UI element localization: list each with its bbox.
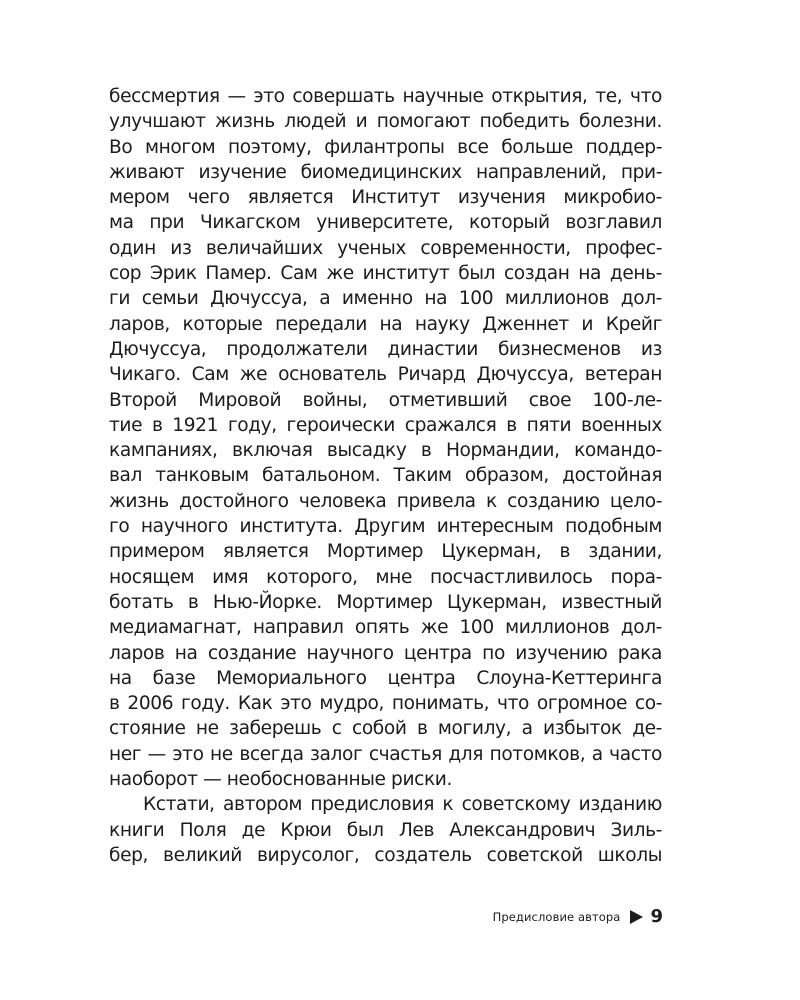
text-line: нег — это не всегда залог счастья для потомков, а часто <box>109 743 662 765</box>
arrow-right-icon <box>630 910 643 924</box>
text-line: Второй Мировой войны, отметивший свое 100-ле- <box>109 389 662 411</box>
paragraph-2 <box>109 792 662 868</box>
text-line: ги семьи Дючуссуа, а именно на 100 миллионов дол- <box>109 288 662 310</box>
page-footer <box>493 906 663 927</box>
text-line: мером чего является Институт изучения микробио- <box>109 187 662 209</box>
text-line: ботать в Нью-Йорке. Мортимер Цукерман, известный <box>109 591 662 613</box>
running-title: Предисловие автора <box>492 909 621 924</box>
text-line: ма при Чикагском университете, который возглавил <box>109 212 662 234</box>
text-line: стояние не заберешь с собой в могилу, а избыток де- <box>109 718 662 740</box>
text-line: ларов, которые передали на науку Дженнет и Крейг <box>109 313 662 335</box>
text-line: ларов на создание научного центра по изучению рака <box>109 642 662 664</box>
text-line: носящем имя которого, мне посчастливилось пора- <box>109 566 662 588</box>
text-line: го научного института. Другим интересным подобным <box>109 516 662 538</box>
text-line: бер, великий вирусолог, создатель советской школы <box>109 844 662 866</box>
text-line: книги Поля де Крюи был Лев Александрович Зиль- <box>109 819 662 841</box>
text-line: Чикаго. Сам же основатель Ричард Дючуссуа, ветеран <box>109 364 662 386</box>
text-line: сор Эрик Памер. Сам же институт был создан на день- <box>109 263 662 285</box>
text-line: кампаниях, включая высадку в Нормандии, командо- <box>109 440 662 462</box>
text-line: наоборот — необоснованные риски. <box>109 769 452 791</box>
body-text <box>109 84 662 868</box>
text-line: жизнь достойного человека привела к созданию цело- <box>109 490 662 512</box>
text-line: вал танковым батальоном. Таким образом, достойная <box>109 465 662 487</box>
text-line: один из величайших ученых современности, профес- <box>109 237 662 259</box>
text-line: улучшают жизнь людей и помогают победить болезни. <box>109 111 662 133</box>
text-line: в 2006 году. Как это мудро, понимать, что огромное со- <box>109 693 662 715</box>
page-number: 9 <box>650 906 663 927</box>
text-line: бессмертия — это совершать научные открытия, те, что <box>109 86 662 107</box>
text-line: примером является Мортимер Цукерман, в здании, <box>109 541 662 563</box>
text-line: медиамагнат, направил опять же 100 миллионов дол- <box>109 617 662 639</box>
text-line: на базе Мемориального центра Слоуна-Кеттеринга <box>109 667 662 689</box>
text-line: живают изучение биомедицинских направлений, при- <box>109 161 662 183</box>
text-line: Во многом поэтому, филантропы все больше поддер- <box>109 136 662 158</box>
text-line: Кстати, автором предисловия к советскому изданию <box>143 794 662 816</box>
text-line: Дючуссуа, продолжатели династии бизнесменов из <box>109 338 662 360</box>
paragraph-1 <box>109 84 662 792</box>
text-line: тие в 1921 году, героически сражался в пяти военных <box>109 414 662 436</box>
